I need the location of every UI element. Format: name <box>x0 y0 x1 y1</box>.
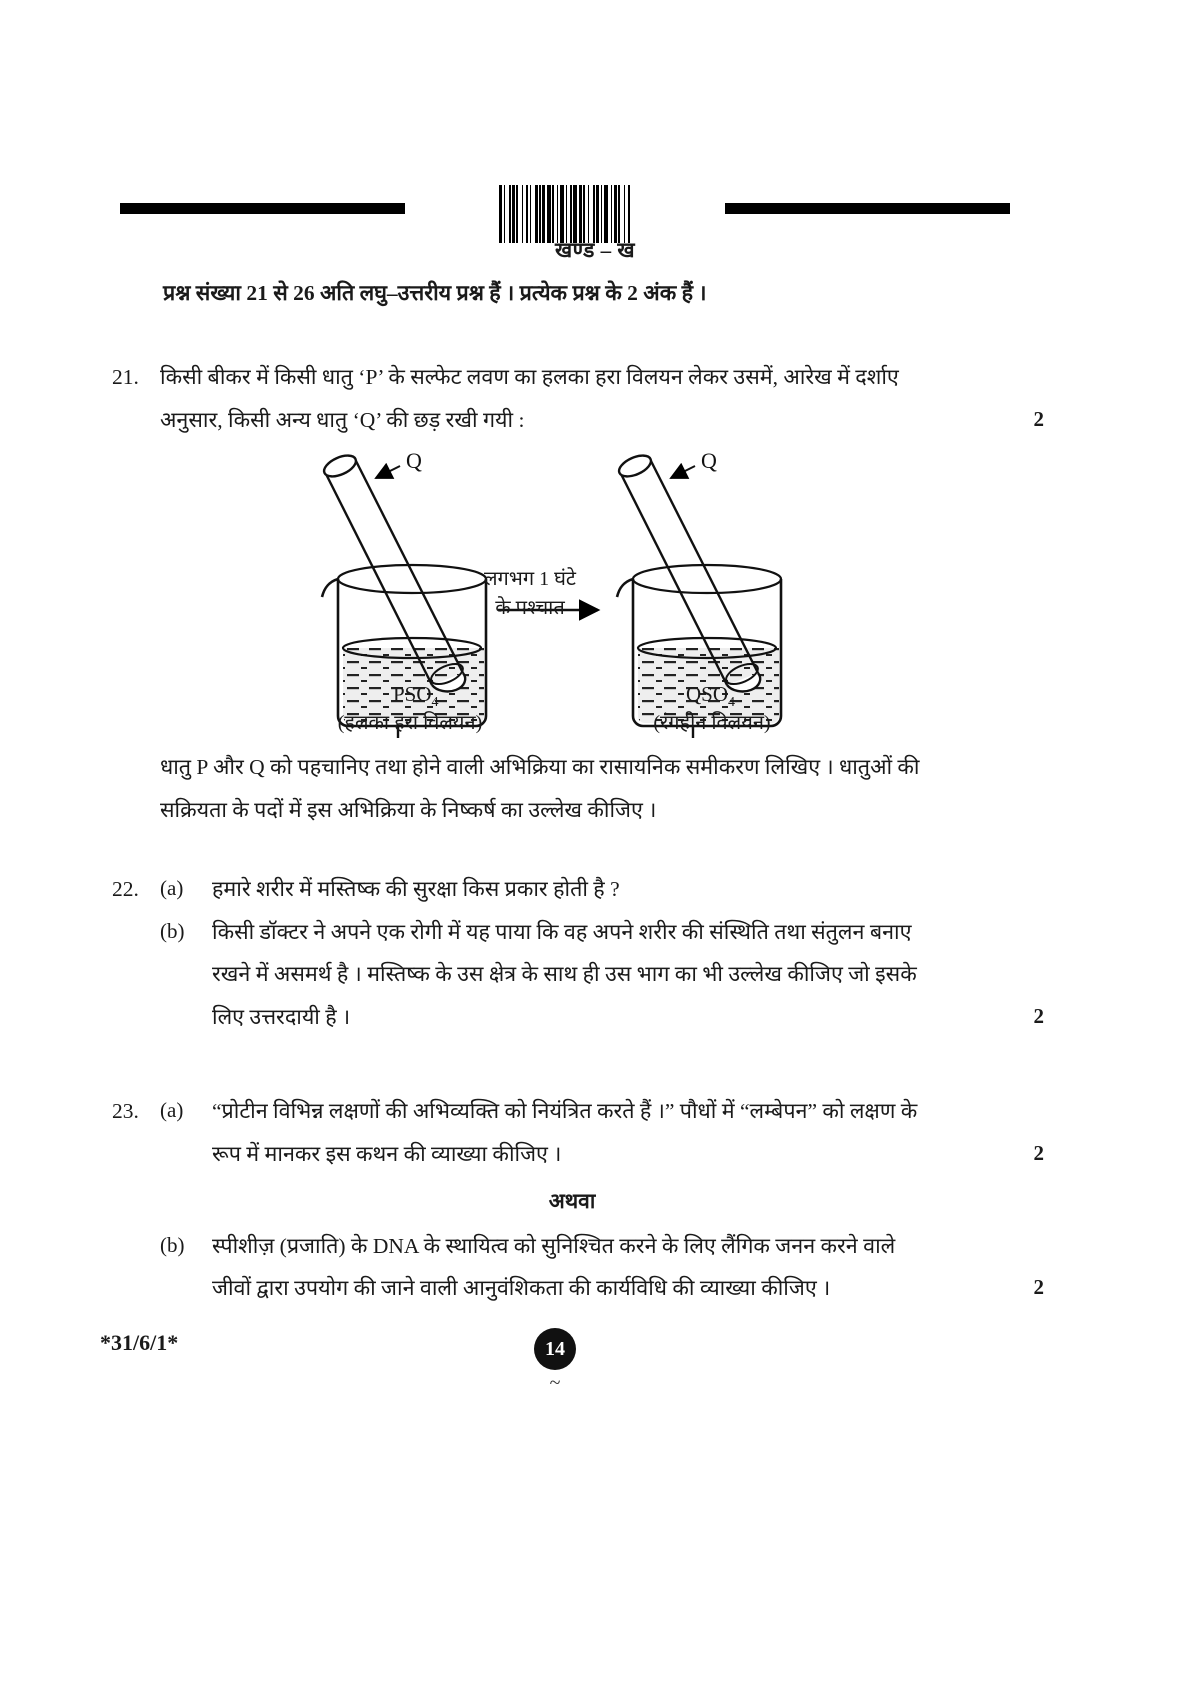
rod-label-left: Q <box>406 448 422 473</box>
left-beaker-formula <box>393 682 439 711</box>
question-21-after-line2: सक्रियता के पदों में इस अभिक्रिया के निष्कर्ष का उल्लेख कीजिए । <box>160 797 657 822</box>
page-number-badge: 14 <box>534 1328 576 1370</box>
right-formula-sub: 4 <box>728 695 736 711</box>
left-beaker-caption: (हलका हरा विलयन) <box>337 712 483 734</box>
question-21-continuation <box>112 746 1032 831</box>
question-23-sub-a-line2: रूप में मानकर इस कथन की व्याख्या कीजिए । <box>212 1141 562 1166</box>
question-21 <box>112 356 1044 441</box>
question-21-line1: किसी बीकर में किसी धातु ‘P’ के सल्फेट लवण का हलका हरा विलयन लेकर उसमें, आरेख में दर्शाए <box>160 365 899 389</box>
barcode <box>499 185 631 243</box>
question-22-sub-a-label: (a) <box>160 876 184 900</box>
question-21-marks: 2 <box>1033 406 1044 431</box>
arrow-caption-line1: लगभग 1 घंटे <box>483 568 577 590</box>
right-formula-main: QSO <box>686 682 729 706</box>
arrow-caption-line2: के पश्चात <box>495 597 565 619</box>
left-formula-main: PSO <box>393 682 432 706</box>
question-22 <box>112 868 1044 1038</box>
question-22-number: 22. <box>112 877 139 901</box>
question-22-sub-b-line2: रखने में असमर्थ है । मस्तिष्क के उस क्षेत्र के साथ ही उस भाग का भी उल्लेख कीजिए जो इसके <box>212 962 917 987</box>
header-rule-right <box>725 203 1010 214</box>
question-23-marks-a: 2 <box>1033 1140 1044 1165</box>
page-tilde-mark: ~ <box>549 1372 561 1394</box>
paper-code: *31/6/1* <box>100 1330 179 1355</box>
question-23-or-label: अथवा <box>548 1189 596 1214</box>
question-23-number: 23. <box>112 1099 139 1123</box>
question-21-after-line1: धातु P और Q को पहचानिए तथा होने वाली अभिक्रिया का रासायनिक समीकरण लिखिए । धातुओं की <box>160 755 920 779</box>
barcode-bar <box>630 185 631 243</box>
right-beaker-caption: (रंगहीन विलयन) <box>653 712 771 734</box>
question-23-sub-b-label: (b) <box>160 1232 185 1257</box>
header-rule-left <box>120 203 405 214</box>
section-instruction: प्रश्न संख्या 21 से 26 अति लघु–उत्तरीय प्रश्न हैं । प्रत्येक प्रश्न के 2 अंक हैं । <box>163 281 707 305</box>
question-22-sub-b-line1: किसी डॉक्टर ने अपने एक रोगी में यह पाया कि वह अपने शरीर की संस्थिति तथा संतुलन बनाए <box>212 919 912 944</box>
rod-label-right: Q <box>701 448 717 473</box>
question-23-sub-b-line1: स्पीशीज़ (प्रजाति) के DNA के स्थायित्व को सुनिश्चित करने के लिए लैंगिक जनन करने वाले <box>212 1233 896 1258</box>
question-23 <box>112 1090 1044 1310</box>
question-22-sub-b-label: (b) <box>160 918 185 943</box>
section-heading: खण्ड – ख <box>554 238 636 262</box>
left-formula-sub: 4 <box>431 695 439 711</box>
question-21-line2: अनुसार, किसी अन्य धातु ‘Q’ की छड़ रखी गयी : <box>160 407 525 432</box>
question-23-sub-a-label: (a) <box>160 1098 184 1122</box>
question-22-sub-a-text: हमारे शरीर में मस्तिष्क की सुरक्षा किस प्रकार होती है ? <box>212 877 620 901</box>
question-22-marks: 2 <box>1033 1003 1044 1028</box>
question-21-number: 21. <box>112 365 139 389</box>
question-23-sub-b-line2: जीवों द्वारा उपयोग की जाने वाली आनुवंशिकता की कार्यविधि की व्याख्या कीजिए । <box>212 1276 831 1301</box>
arrow-caption <box>460 565 600 623</box>
question-22-sub-b-line3: लिए उत्तरदायी है । <box>212 1004 351 1029</box>
right-beaker-formula <box>686 682 735 711</box>
question-23-sub-a-line1: “प्रोटीन विभिन्न लक्षणों की अभिव्यक्ति को नियंत्रित करते हैं ।” पौधों में “लम्बेपन” को लक्षण के <box>212 1099 918 1123</box>
question-23-marks-b: 2 <box>1033 1275 1044 1300</box>
